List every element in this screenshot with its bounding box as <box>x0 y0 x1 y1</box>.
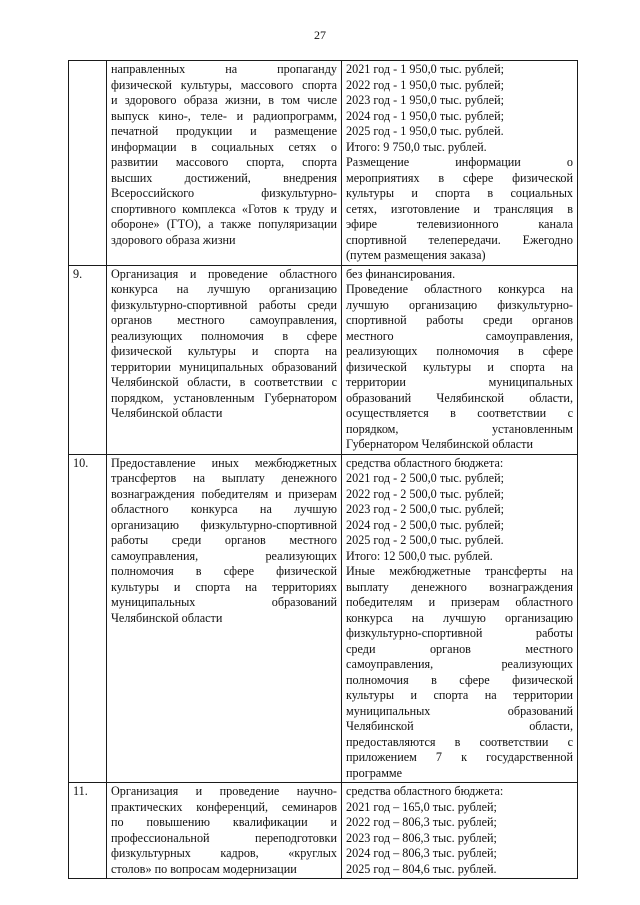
financing-line: культуры и спорта на территории <box>346 688 573 702</box>
description-line: здорового образа жизни <box>111 232 236 247</box>
financing-line: самоуправления, реализующих <box>346 657 573 671</box>
description-line: вознаграждения победителям и призерам <box>111 486 337 501</box>
financing-line: Итого: 9 750,0 тыс. рублей. <box>346 139 487 154</box>
table-row <box>69 265 578 454</box>
financing-line: программе <box>346 765 403 780</box>
financing-line: 2024 год – 806,3 тыс. рублей; <box>346 846 497 860</box>
financing-line: 2024 год - 2 500,0 тыс. рублей; <box>346 517 505 532</box>
description-line: высших достижений, внедрения <box>111 170 337 185</box>
financing-line: средства областного бюджета: <box>346 455 504 470</box>
description-line: культуры и спорта на территориях <box>111 579 337 594</box>
event-description-cell <box>107 265 342 454</box>
description-line: Челябинской области <box>111 610 223 625</box>
financing-line: 2023 год – 806,3 тыс. рублей; <box>346 830 497 845</box>
financing-line: конкурса на лучшую организацию <box>346 610 573 625</box>
description-line: полномочия в сфере физической <box>111 564 337 578</box>
financing-line: сетях, изготовление и трансляция в <box>346 201 573 216</box>
financing-line: 2025 год - 2 500,0 тыс. рублей. <box>346 533 504 547</box>
description-line: Всероссийского физкультурно- <box>111 186 337 200</box>
financing-line: 2021 год – 165,0 тыс. рублей; <box>346 799 497 814</box>
financing-cell <box>342 265 578 454</box>
event-description-cell <box>107 454 342 783</box>
description-line: органов местного самоуправления, <box>111 313 337 327</box>
description-line: Челябинской области, в соответствии с <box>111 375 337 389</box>
description-line: столов» по вопросам модернизации <box>111 861 297 876</box>
financing-line: 2022 год – 806,3 тыс. рублей; <box>346 815 497 829</box>
financing-line: Итого: 12 500,0 тыс. рублей. <box>346 548 493 563</box>
row-number: 10. <box>69 454 107 783</box>
description-line: работы среди органов местного <box>111 533 337 547</box>
financing-line: среди органов местного <box>346 641 573 656</box>
event-description-cell <box>107 61 342 266</box>
financing-line: физической культуры и спорта на <box>346 359 573 374</box>
table-row <box>69 783 578 879</box>
financing-line: 2025 год - 1 950,0 тыс. рублей. <box>346 124 504 138</box>
financing-line: образований Челябинской области, <box>346 390 573 405</box>
row-number <box>69 61 107 266</box>
description-line: Организация и проведение областного <box>111 266 337 281</box>
description-line: Предоставление иных межбюджетных <box>111 455 337 470</box>
description-line: физической культуры и спорта на <box>111 344 337 358</box>
financing-line: лучшую организацию физкультурно- <box>346 297 573 312</box>
page-number: 27 <box>314 28 326 42</box>
description-line: организацию физкультурно-спортивной <box>111 517 337 532</box>
event-description-cell <box>107 783 342 879</box>
financing-line: осуществляется в соответствии с <box>346 406 573 420</box>
financing-line: 2021 год - 2 500,0 тыс. рублей; <box>346 471 505 485</box>
description-line: печатной продукции и размещение <box>111 124 337 138</box>
financing-line: 2022 год - 2 500,0 тыс. рублей; <box>346 486 505 501</box>
table-row <box>69 61 578 266</box>
financing-line: победителям и призерам областного <box>346 595 573 609</box>
financing-line: 2023 год - 1 950,0 тыс. рублей; <box>346 93 505 107</box>
description-line: выпуск кино-, теле- и радиопрограмм, <box>111 108 337 123</box>
description-line: самоуправления, реализующих <box>111 548 337 563</box>
financing-line: полномочия в сфере физической <box>346 672 573 687</box>
financing-line: 2021 год - 1 950,0 тыс. рублей; <box>346 62 505 76</box>
financing-line: спортивной телепередачи. Ежегодно <box>346 232 573 247</box>
financing-line: реализующих полномочия в сфере <box>346 344 573 358</box>
financing-line: территории муниципальных <box>346 375 573 389</box>
financing-line: Проведение областного конкурса на <box>346 282 573 296</box>
description-line: и здорового образа жизни, в том числе <box>111 93 337 107</box>
financing-line: физкультурно-спортивной работы <box>346 626 573 640</box>
financing-line: Губернатором Челябинской области <box>346 437 534 451</box>
financing-cell <box>342 61 578 266</box>
financing-line: 2024 год - 1 950,0 тыс. рублей; <box>346 108 505 123</box>
description-line: порядком, установленным Губернатором <box>111 390 337 405</box>
description-line: муниципальных образований <box>111 595 337 609</box>
financing-line: культуры и спорта в социальных <box>346 186 573 200</box>
program-table <box>68 60 578 879</box>
description-line: физкультурно-спортивной работы среди <box>111 297 337 312</box>
description-line: трансфертов на выплату денежного <box>111 471 337 485</box>
financing-line: мероприятиях в сфере физической <box>346 170 573 185</box>
financing-line: Размещение информации о <box>346 155 573 169</box>
financing-line: 2022 год - 1 950,0 тыс. рублей; <box>346 77 505 92</box>
description-line: по повышению квалификации и <box>111 815 337 829</box>
description-line: конкурса на лучшую организацию <box>111 282 337 296</box>
description-line: реализующих полномочия в сфере <box>111 328 337 343</box>
financing-line: спортивной работы среди органов <box>346 313 573 327</box>
description-line: практических конференций, семинаров <box>111 799 337 814</box>
description-line: спортивного комплекса «Готов к труду и <box>111 201 337 216</box>
financing-line: местного самоуправления, <box>346 328 573 343</box>
table-row <box>69 454 578 783</box>
financing-line: 2025 год – 804,6 тыс. рублей. <box>346 861 497 876</box>
row-number: 11. <box>69 783 107 879</box>
financing-line: выплату денежного вознаграждения <box>346 579 573 594</box>
financing-line: 2023 год - 2 500,0 тыс. рублей; <box>346 502 505 516</box>
financing-line: Иные межбюджетные трансферты на <box>346 564 573 578</box>
description-line: физкультурных кадров, «круглых <box>111 846 337 860</box>
financing-line: приложением 7 к государственной <box>346 750 573 764</box>
financing-line: муниципальных образований <box>346 703 573 718</box>
description-line: физической культуры, массового спорта <box>111 77 337 92</box>
table-body <box>69 61 578 879</box>
financing-cell <box>342 783 578 879</box>
description-line: направленных на пропаганду <box>111 62 337 76</box>
financing-line: эфире телевизионного канала <box>346 217 573 231</box>
financing-line: предоставляются в соответствии с <box>346 734 573 749</box>
description-line: областного конкурса на лучшую <box>111 502 337 516</box>
financing-line: (путем размещения заказа) <box>346 248 486 262</box>
description-line: территории муниципальных образований <box>111 359 337 374</box>
description-line: Челябинской области <box>111 406 223 420</box>
description-line: информации в социальных сетях о <box>111 139 337 154</box>
financing-line: Челябинской области, <box>346 719 573 733</box>
description-line: развитии массового спорта, спорта <box>111 155 337 169</box>
financing-cell <box>342 454 578 783</box>
financing-line: без финансирования. <box>346 266 456 281</box>
row-number: 9. <box>69 265 107 454</box>
description-line: профессиональной переподготовки <box>111 830 337 845</box>
financing-line: средства областного бюджета: <box>346 784 504 798</box>
description-line: Организация и проведение научно- <box>111 784 337 798</box>
description-line: обороне» (ГТО), а также популяризации <box>111 217 337 231</box>
financing-line: порядком, установленным <box>346 421 573 436</box>
